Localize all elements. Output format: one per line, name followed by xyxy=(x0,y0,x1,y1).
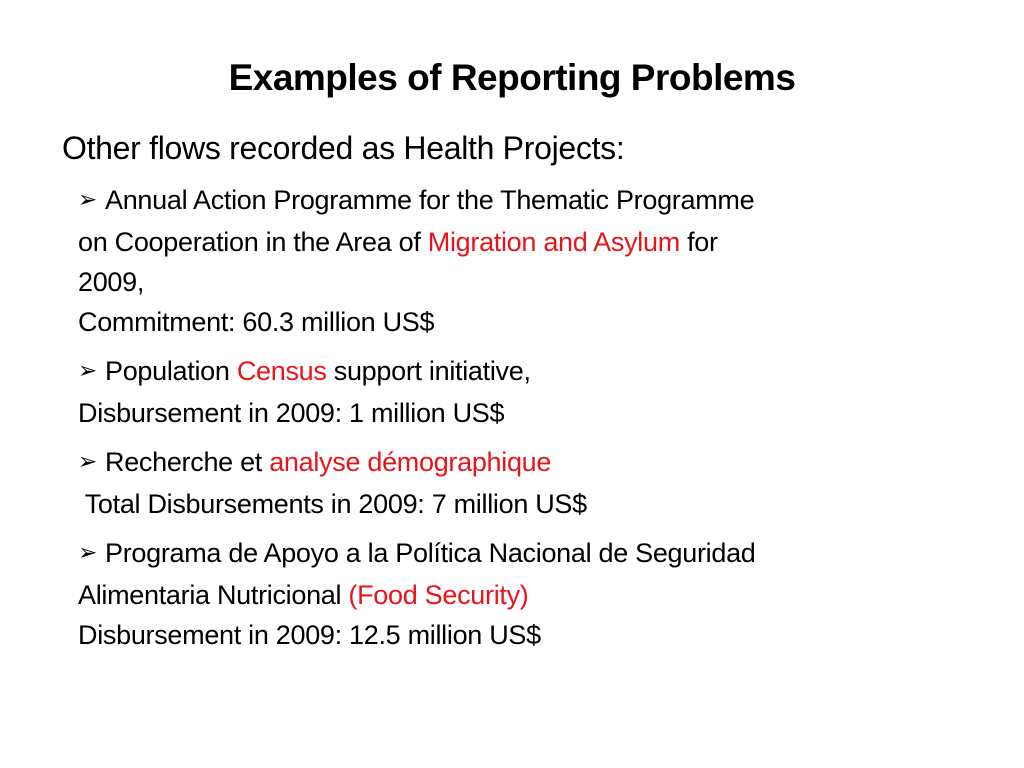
bullet-text: Programa de Apoyo a la Política Nacional de Seguridad xyxy=(105,538,756,568)
amount-text: Disbursement in 2009: 12.5 million US$ xyxy=(78,620,541,650)
highlight-text: analyse démographique xyxy=(269,447,552,477)
bullet-text: Recherche et xyxy=(105,447,270,477)
bullet-line xyxy=(78,533,958,575)
highlight-text: Migration and Asylum xyxy=(427,227,680,257)
bullet-list xyxy=(78,180,958,664)
amount-text: Commitment: 60.3 million US$ xyxy=(78,307,435,337)
bullet-line xyxy=(78,222,958,262)
bullet-text: Annual Action Programme for the Thematic Programme xyxy=(105,185,755,215)
bullet-text: on Cooperation in the Area of xyxy=(78,227,428,257)
amount-text: Total Disbursements in 2009: 7 million US$ xyxy=(78,489,587,519)
slide-subtitle: Other flows recorded as Health Projects: xyxy=(62,130,625,166)
arrow-bullet-icon: ➢ xyxy=(78,449,97,475)
bullet-text: support initiative, xyxy=(326,356,531,386)
bullet-line xyxy=(78,442,958,484)
bullet-line xyxy=(78,575,958,615)
arrow-bullet-icon: ➢ xyxy=(78,358,97,384)
arrow-bullet-icon: ➢ xyxy=(78,540,97,566)
bullet-item-census xyxy=(78,351,958,433)
bullet-line xyxy=(78,180,958,222)
bullet-line xyxy=(78,351,958,393)
arrow-bullet-icon: ➢ xyxy=(78,187,97,213)
highlight-text: (Food Security) xyxy=(348,580,529,610)
bullet-text: for xyxy=(679,227,718,257)
amount-text: Disbursement in 2009: 1 million US$ xyxy=(78,398,505,428)
bullet-item-migration xyxy=(78,180,958,342)
bullet-item-food-security xyxy=(78,533,958,655)
bullet-line: 2009, xyxy=(78,267,145,297)
bullet-item-demographic-analysis xyxy=(78,442,958,524)
highlight-text: Census xyxy=(236,356,327,386)
bullet-text: Population xyxy=(105,356,237,386)
slide-title: Examples of Reporting Problems xyxy=(228,57,796,98)
bullet-text: Alimentaria Nutricional xyxy=(78,580,349,610)
